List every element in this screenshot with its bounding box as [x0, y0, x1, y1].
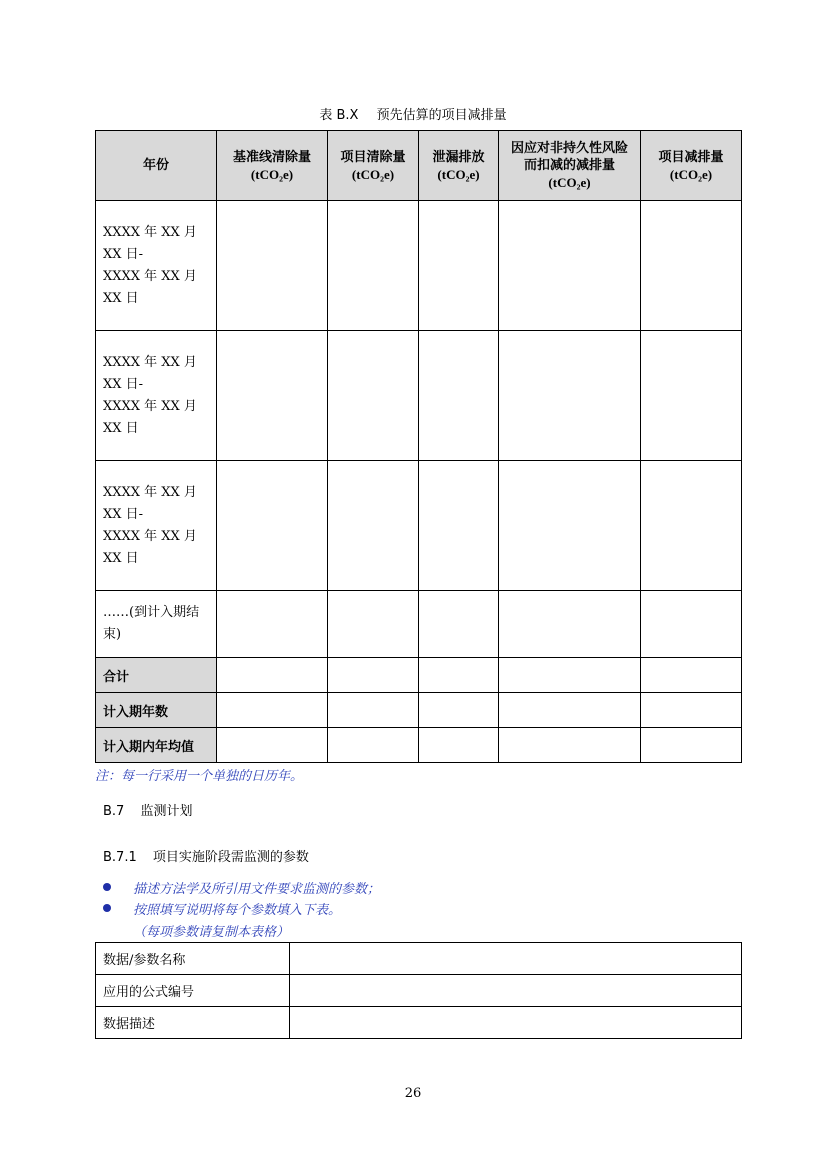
- table-row: [96, 975, 742, 1007]
- section-heading-b7: [103, 800, 192, 819]
- section-number: B.7.1: [103, 850, 137, 865]
- header-title: 因应对非持久性风险而扣减的减排量: [510, 141, 628, 173]
- page-number: 26: [404, 1086, 422, 1101]
- table-row: [96, 461, 742, 591]
- empty-cell[interactable]: [641, 591, 742, 658]
- table-caption-title: 预先估算的项目减排量: [376, 108, 507, 123]
- bullet-icon: [103, 883, 111, 891]
- period-cell: [96, 461, 217, 591]
- period-line: XXXX 年 XX 月: [103, 398, 197, 414]
- period-line: XX 日-: [103, 506, 144, 522]
- table-row: [96, 201, 742, 331]
- period-cell: [96, 201, 217, 331]
- period-line: XXXX 年 XX 月: [103, 354, 197, 370]
- empty-cell[interactable]: [499, 658, 641, 693]
- section-title: 监测计划: [140, 804, 193, 819]
- header-row: [96, 131, 742, 201]
- copy-table-note: （每项参数请复制本表格）: [133, 925, 290, 940]
- empty-cell[interactable]: [328, 728, 419, 763]
- header-project-removal: [328, 131, 419, 201]
- period-line: XXXX 年 XX 月: [103, 224, 197, 240]
- period-line: XXXX 年 XX 月: [103, 484, 197, 500]
- data-description-label: 数据描述: [96, 1007, 290, 1039]
- param-name-label: 数据/参数名称: [96, 943, 290, 975]
- header-year: [96, 131, 217, 201]
- empty-cell[interactable]: [499, 728, 641, 763]
- empty-cell[interactable]: [328, 201, 419, 331]
- header-baseline-removal: [217, 131, 328, 201]
- section-title: 项目实施阶段需监测的参数: [152, 850, 309, 865]
- header-title: 泄漏排放: [432, 149, 485, 165]
- etc-cell: ……(到计入期结束): [96, 591, 217, 658]
- empty-cell[interactable]: [290, 943, 742, 975]
- header-risk-deduction: [499, 131, 641, 201]
- empty-cell[interactable]: [328, 693, 419, 728]
- average-label: 计入期内年均值: [96, 728, 217, 763]
- table-caption-label: 表 B.X: [319, 108, 359, 123]
- empty-cell[interactable]: [419, 658, 499, 693]
- empty-cell[interactable]: [217, 658, 328, 693]
- parameter-table: [95, 942, 742, 1039]
- empty-cell[interactable]: [217, 201, 328, 331]
- years-label: 计入期年数: [96, 693, 217, 728]
- period-line: XX 日-: [103, 246, 144, 262]
- empty-cell[interactable]: [641, 201, 742, 331]
- empty-cell[interactable]: [641, 461, 742, 591]
- empty-cell[interactable]: [499, 331, 641, 461]
- header-title: 项目清除量: [340, 149, 406, 165]
- empty-cell[interactable]: [419, 728, 499, 763]
- bullet-icon: [103, 904, 111, 912]
- empty-cell[interactable]: [641, 658, 742, 693]
- empty-cell[interactable]: [290, 1007, 742, 1039]
- formula-number-label: 应用的公式编号: [96, 975, 290, 1007]
- empty-cell[interactable]: [217, 728, 328, 763]
- empty-cell[interactable]: [499, 461, 641, 591]
- period-line: XX 日: [103, 550, 139, 566]
- table-caption: [0, 104, 826, 123]
- header-title: 项目减排量: [658, 149, 724, 165]
- empty-cell[interactable]: [328, 461, 419, 591]
- empty-cell[interactable]: [641, 331, 742, 461]
- table-row: [96, 591, 742, 658]
- summary-row-total: [96, 658, 742, 693]
- section-number: B.7: [103, 804, 125, 819]
- empty-cell[interactable]: [419, 693, 499, 728]
- period-cell: [96, 331, 217, 461]
- header-unit: (tCO₂e): [437, 166, 480, 182]
- empty-cell[interactable]: [641, 728, 742, 763]
- empty-cell[interactable]: [419, 201, 499, 331]
- header-project-reduction: [641, 131, 742, 201]
- period-line: XX 日: [103, 420, 139, 436]
- period-line: XXXX 年 XX 月: [103, 268, 197, 284]
- empty-cell[interactable]: [217, 591, 328, 658]
- table-row: [96, 943, 742, 975]
- empty-cell[interactable]: [419, 591, 499, 658]
- list-item-text: 描述方法学及所引用文件要求监测的参数；: [133, 882, 381, 897]
- period-line: XX 日: [103, 290, 139, 306]
- empty-cell[interactable]: [419, 331, 499, 461]
- header-unit: (tCO₂e): [351, 166, 395, 182]
- period-line: XXXX 年 XX 月: [103, 528, 197, 544]
- empty-cell[interactable]: [217, 693, 328, 728]
- header-leakage: [419, 131, 499, 201]
- list-item-text: 按照填写说明将每个参数填入下表。: [133, 903, 342, 918]
- summary-row-average: [96, 728, 742, 763]
- empty-cell[interactable]: [499, 201, 641, 331]
- header-unit: (tCO₂e): [548, 175, 591, 190]
- empty-cell[interactable]: [641, 693, 742, 728]
- empty-cell[interactable]: [419, 461, 499, 591]
- empty-cell[interactable]: [499, 591, 641, 658]
- empty-cell[interactable]: [328, 331, 419, 461]
- summary-row-years: [96, 693, 742, 728]
- section-heading-b71: [103, 846, 309, 865]
- empty-cell[interactable]: [328, 591, 419, 658]
- period-line: XX 日-: [103, 376, 144, 392]
- empty-cell[interactable]: [217, 331, 328, 461]
- empty-cell[interactable]: [328, 658, 419, 693]
- empty-cell[interactable]: [499, 693, 641, 728]
- table-row: [96, 331, 742, 461]
- table-row: [96, 1007, 742, 1039]
- emission-reduction-table: [95, 130, 742, 763]
- header-title: 年份: [142, 158, 169, 173]
- table-note: 注：每一行采用一个单独的日历年。: [95, 769, 304, 784]
- header-unit: (tCO₂e): [669, 166, 713, 182]
- header-unit: (tCO₂e): [250, 166, 294, 182]
- total-label: 合计: [96, 658, 217, 693]
- header-title: 基准线清除量: [232, 149, 311, 165]
- empty-cell[interactable]: [217, 461, 328, 591]
- empty-cell[interactable]: [290, 975, 742, 1007]
